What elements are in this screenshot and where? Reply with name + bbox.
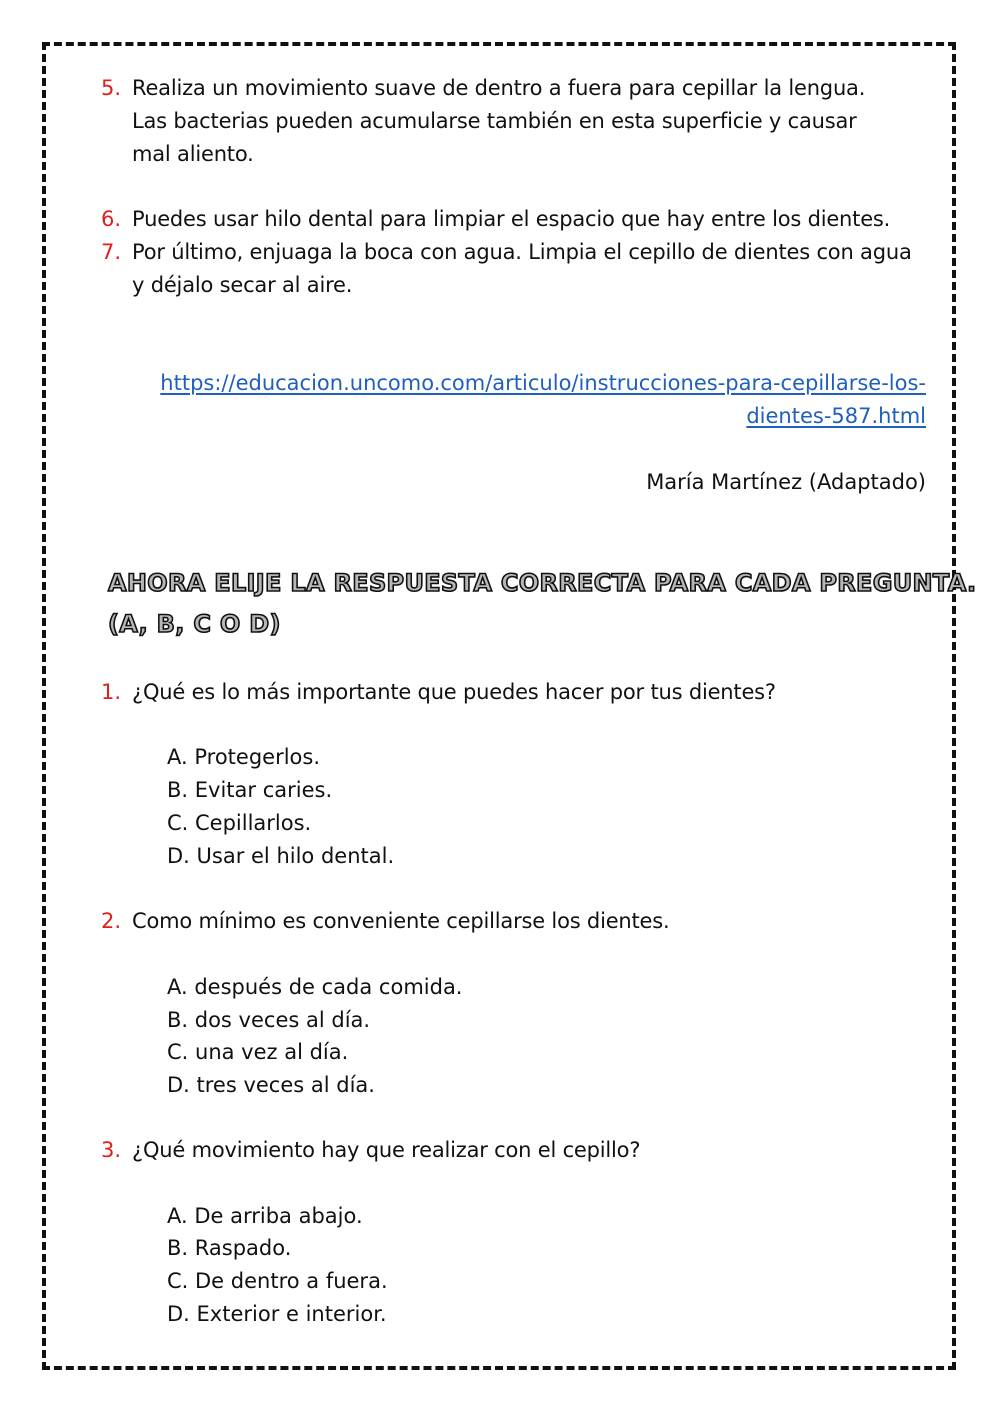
question-1-option-b[interactable]: B. Evitar caries. xyxy=(167,778,333,802)
source-link-line-2[interactable]: dientes-587.html xyxy=(746,404,926,428)
source-link-line-1[interactable]: https://educacion.uncomo.com/articulo/instrucciones-para-cepillarse-los- xyxy=(160,371,926,395)
step-7-number: 7. xyxy=(101,240,122,264)
question-3-option-d[interactable]: D. Exterior e interior. xyxy=(167,1302,387,1326)
step-7-line-2: y déjalo secar al aire. xyxy=(132,273,353,297)
source-author: María Martínez (Adaptado) xyxy=(646,470,926,494)
question-1-option-c[interactable]: C. Cepillarlos. xyxy=(167,811,312,835)
question-1-text: ¿Qué es lo más importante que puedes hacer por tus dientes? xyxy=(132,680,776,704)
question-3-option-b[interactable]: B. Raspado. xyxy=(167,1236,292,1260)
question-2-text: Como mínimo es conveniente cepillarse los dientes. xyxy=(132,909,670,933)
step-6-line-1: Puedes usar hilo dental para limpiar el espacio que hay entre los dientes. xyxy=(132,207,891,231)
question-2-number: 2. xyxy=(101,909,122,933)
question-1-option-a[interactable]: A. Protegerlos. xyxy=(167,745,320,769)
question-2-option-d[interactable]: D. tres veces al día. xyxy=(167,1073,375,1097)
question-1-number: 1. xyxy=(101,680,122,704)
question-2-option-b[interactable]: B. dos veces al día. xyxy=(167,1008,371,1032)
question-3-text: ¿Qué movimiento hay que realizar con el cepillo? xyxy=(132,1138,641,1162)
question-1-option-d[interactable]: D. Usar el hilo dental. xyxy=(167,844,395,868)
instructions-heading: AHORA ELIJE LA RESPUESTA CORRECTA PARA CADA PREGUNTA. xyxy=(108,569,977,597)
step-5-line-1: Realiza un movimiento suave de dentro a fuera para cepillar la lengua. xyxy=(132,76,866,100)
question-3-number: 3. xyxy=(101,1138,122,1162)
instructions-subheading: (A, B, C O D) xyxy=(108,610,281,638)
step-5-line-3: mal aliento. xyxy=(132,142,254,166)
step-7-line-1: Por último, enjuaga la boca con agua. Limpia el cepillo de dientes con agua xyxy=(132,240,912,264)
question-2-option-c[interactable]: C. una vez al día. xyxy=(167,1040,349,1064)
question-3-option-a[interactable]: A. De arriba abajo. xyxy=(167,1204,363,1228)
question-3-option-c[interactable]: C. De dentro a fuera. xyxy=(167,1269,388,1293)
step-5-number: 5. xyxy=(101,76,122,100)
step-6-number: 6. xyxy=(101,207,122,231)
step-5-line-2: Las bacterias pueden acumularse también en esta superficie y causar xyxy=(132,109,857,133)
question-2-option-a[interactable]: A. después de cada comida. xyxy=(167,975,463,999)
